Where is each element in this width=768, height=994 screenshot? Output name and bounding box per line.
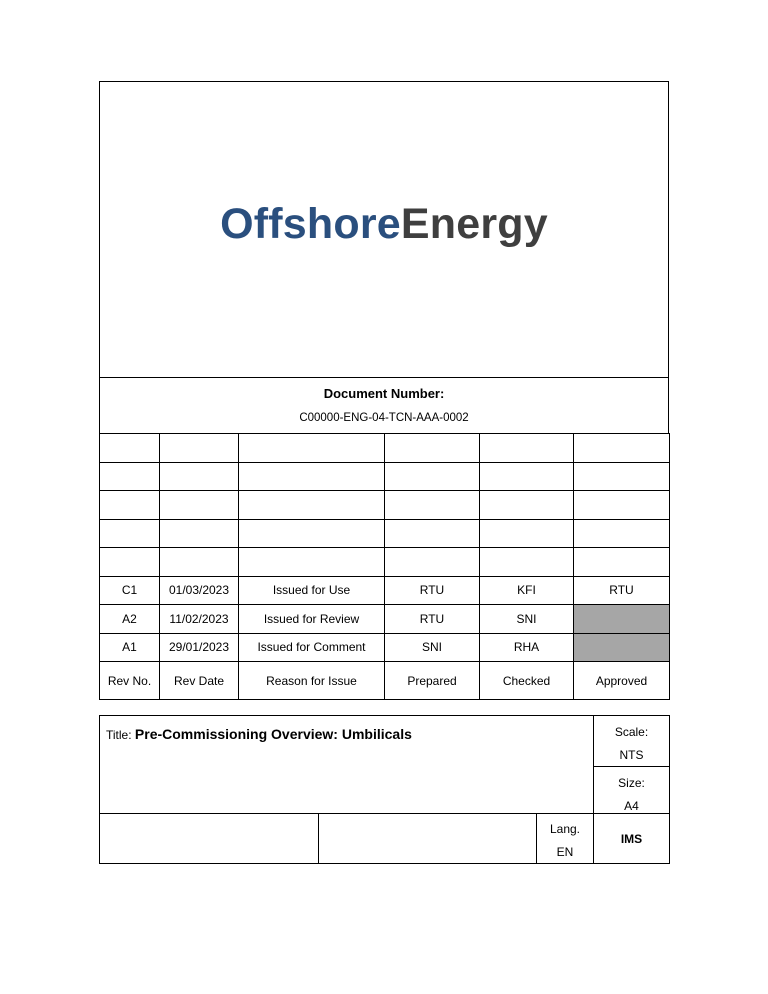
scale-cell	[594, 716, 670, 767]
checked-cell: RHA	[480, 633, 574, 662]
approved-cell: RTU	[574, 576, 670, 605]
table-cell	[385, 519, 480, 548]
size-cell	[594, 767, 670, 814]
header-rev-no: Rev No.	[100, 662, 160, 700]
table-cell	[574, 548, 670, 577]
header-approved: Approved	[574, 662, 670, 700]
company-code: IMS	[594, 814, 670, 864]
approved-cell-shaded	[574, 633, 670, 662]
table-cell	[480, 462, 574, 491]
table-cell	[100, 462, 160, 491]
table-cell	[160, 434, 239, 463]
table-cell	[574, 434, 670, 463]
scale-value: NTS	[619, 748, 644, 762]
title-block	[99, 715, 670, 864]
revision-table	[99, 433, 670, 700]
reason-cell: Issued for Comment	[239, 633, 385, 662]
document-title: Pre-Commissioning Overview: Umbilicals	[134, 726, 412, 742]
document-number-value: C00000-ENG-04-TCN-AAA-0002	[299, 412, 469, 424]
revision-row	[100, 633, 670, 662]
document-number-label: Document Number:	[323, 386, 445, 401]
table-row	[100, 434, 670, 463]
table-row	[100, 491, 670, 520]
table-cell	[100, 491, 160, 520]
revision-header-row	[100, 662, 670, 700]
rev-no-cell: C1	[100, 576, 160, 605]
logo-part-1: Offshore	[220, 200, 401, 248]
table-cell	[574, 519, 670, 548]
table-cell	[480, 491, 574, 520]
table-cell	[160, 519, 239, 548]
revision-row	[100, 576, 670, 605]
scale-label: Scale:	[614, 725, 649, 739]
rev-date-cell: 11/02/2023	[160, 605, 239, 634]
header-reason: Reason for Issue	[239, 662, 385, 700]
blank-cell-1	[100, 814, 319, 864]
language-label: Lang.	[549, 822, 581, 836]
blank-cell-2	[319, 814, 537, 864]
table-cell	[239, 491, 385, 520]
language-cell	[537, 814, 594, 864]
table-cell	[385, 548, 480, 577]
table-cell	[385, 491, 480, 520]
table-cell	[239, 519, 385, 548]
company-logo	[220, 200, 548, 249]
table-cell	[385, 462, 480, 491]
document-number-block	[99, 377, 669, 434]
checked-cell: SNI	[480, 605, 574, 634]
table-cell	[100, 548, 160, 577]
table-cell	[160, 548, 239, 577]
reason-cell: Issued for Use	[239, 576, 385, 605]
rev-no-cell: A1	[100, 633, 160, 662]
logo-box	[99, 81, 669, 378]
table-row	[100, 462, 670, 491]
header-checked: Checked	[480, 662, 574, 700]
logo-part-2: Energy	[400, 200, 548, 248]
title-label: Title:	[106, 728, 132, 742]
table-row	[100, 548, 670, 577]
prepared-cell: SNI	[385, 633, 480, 662]
table-cell	[574, 491, 670, 520]
table-cell	[100, 519, 160, 548]
approved-cell-shaded	[574, 605, 670, 634]
table-cell	[239, 434, 385, 463]
table-cell	[480, 519, 574, 548]
reason-cell: Issued for Review	[239, 605, 385, 634]
table-cell	[160, 491, 239, 520]
rev-date-cell: 01/03/2023	[160, 576, 239, 605]
table-cell	[100, 434, 160, 463]
table-cell	[480, 434, 574, 463]
checked-cell: KFI	[480, 576, 574, 605]
prepared-cell: RTU	[385, 605, 480, 634]
rev-date-cell: 29/01/2023	[160, 633, 239, 662]
table-cell	[160, 462, 239, 491]
prepared-cell: RTU	[385, 576, 480, 605]
size-label: Size:	[618, 776, 645, 790]
rev-no-cell: A2	[100, 605, 160, 634]
title-cell	[100, 716, 594, 814]
table-row	[100, 519, 670, 548]
revision-row	[100, 605, 670, 634]
table-cell	[385, 434, 480, 463]
header-prepared: Prepared	[385, 662, 480, 700]
table-cell	[574, 462, 670, 491]
table-cell	[239, 462, 385, 491]
header-rev-date: Rev Date	[160, 662, 239, 700]
language-value: EN	[556, 845, 574, 859]
table-cell	[480, 548, 574, 577]
table-cell	[239, 548, 385, 577]
size-value: A4	[624, 799, 639, 813]
